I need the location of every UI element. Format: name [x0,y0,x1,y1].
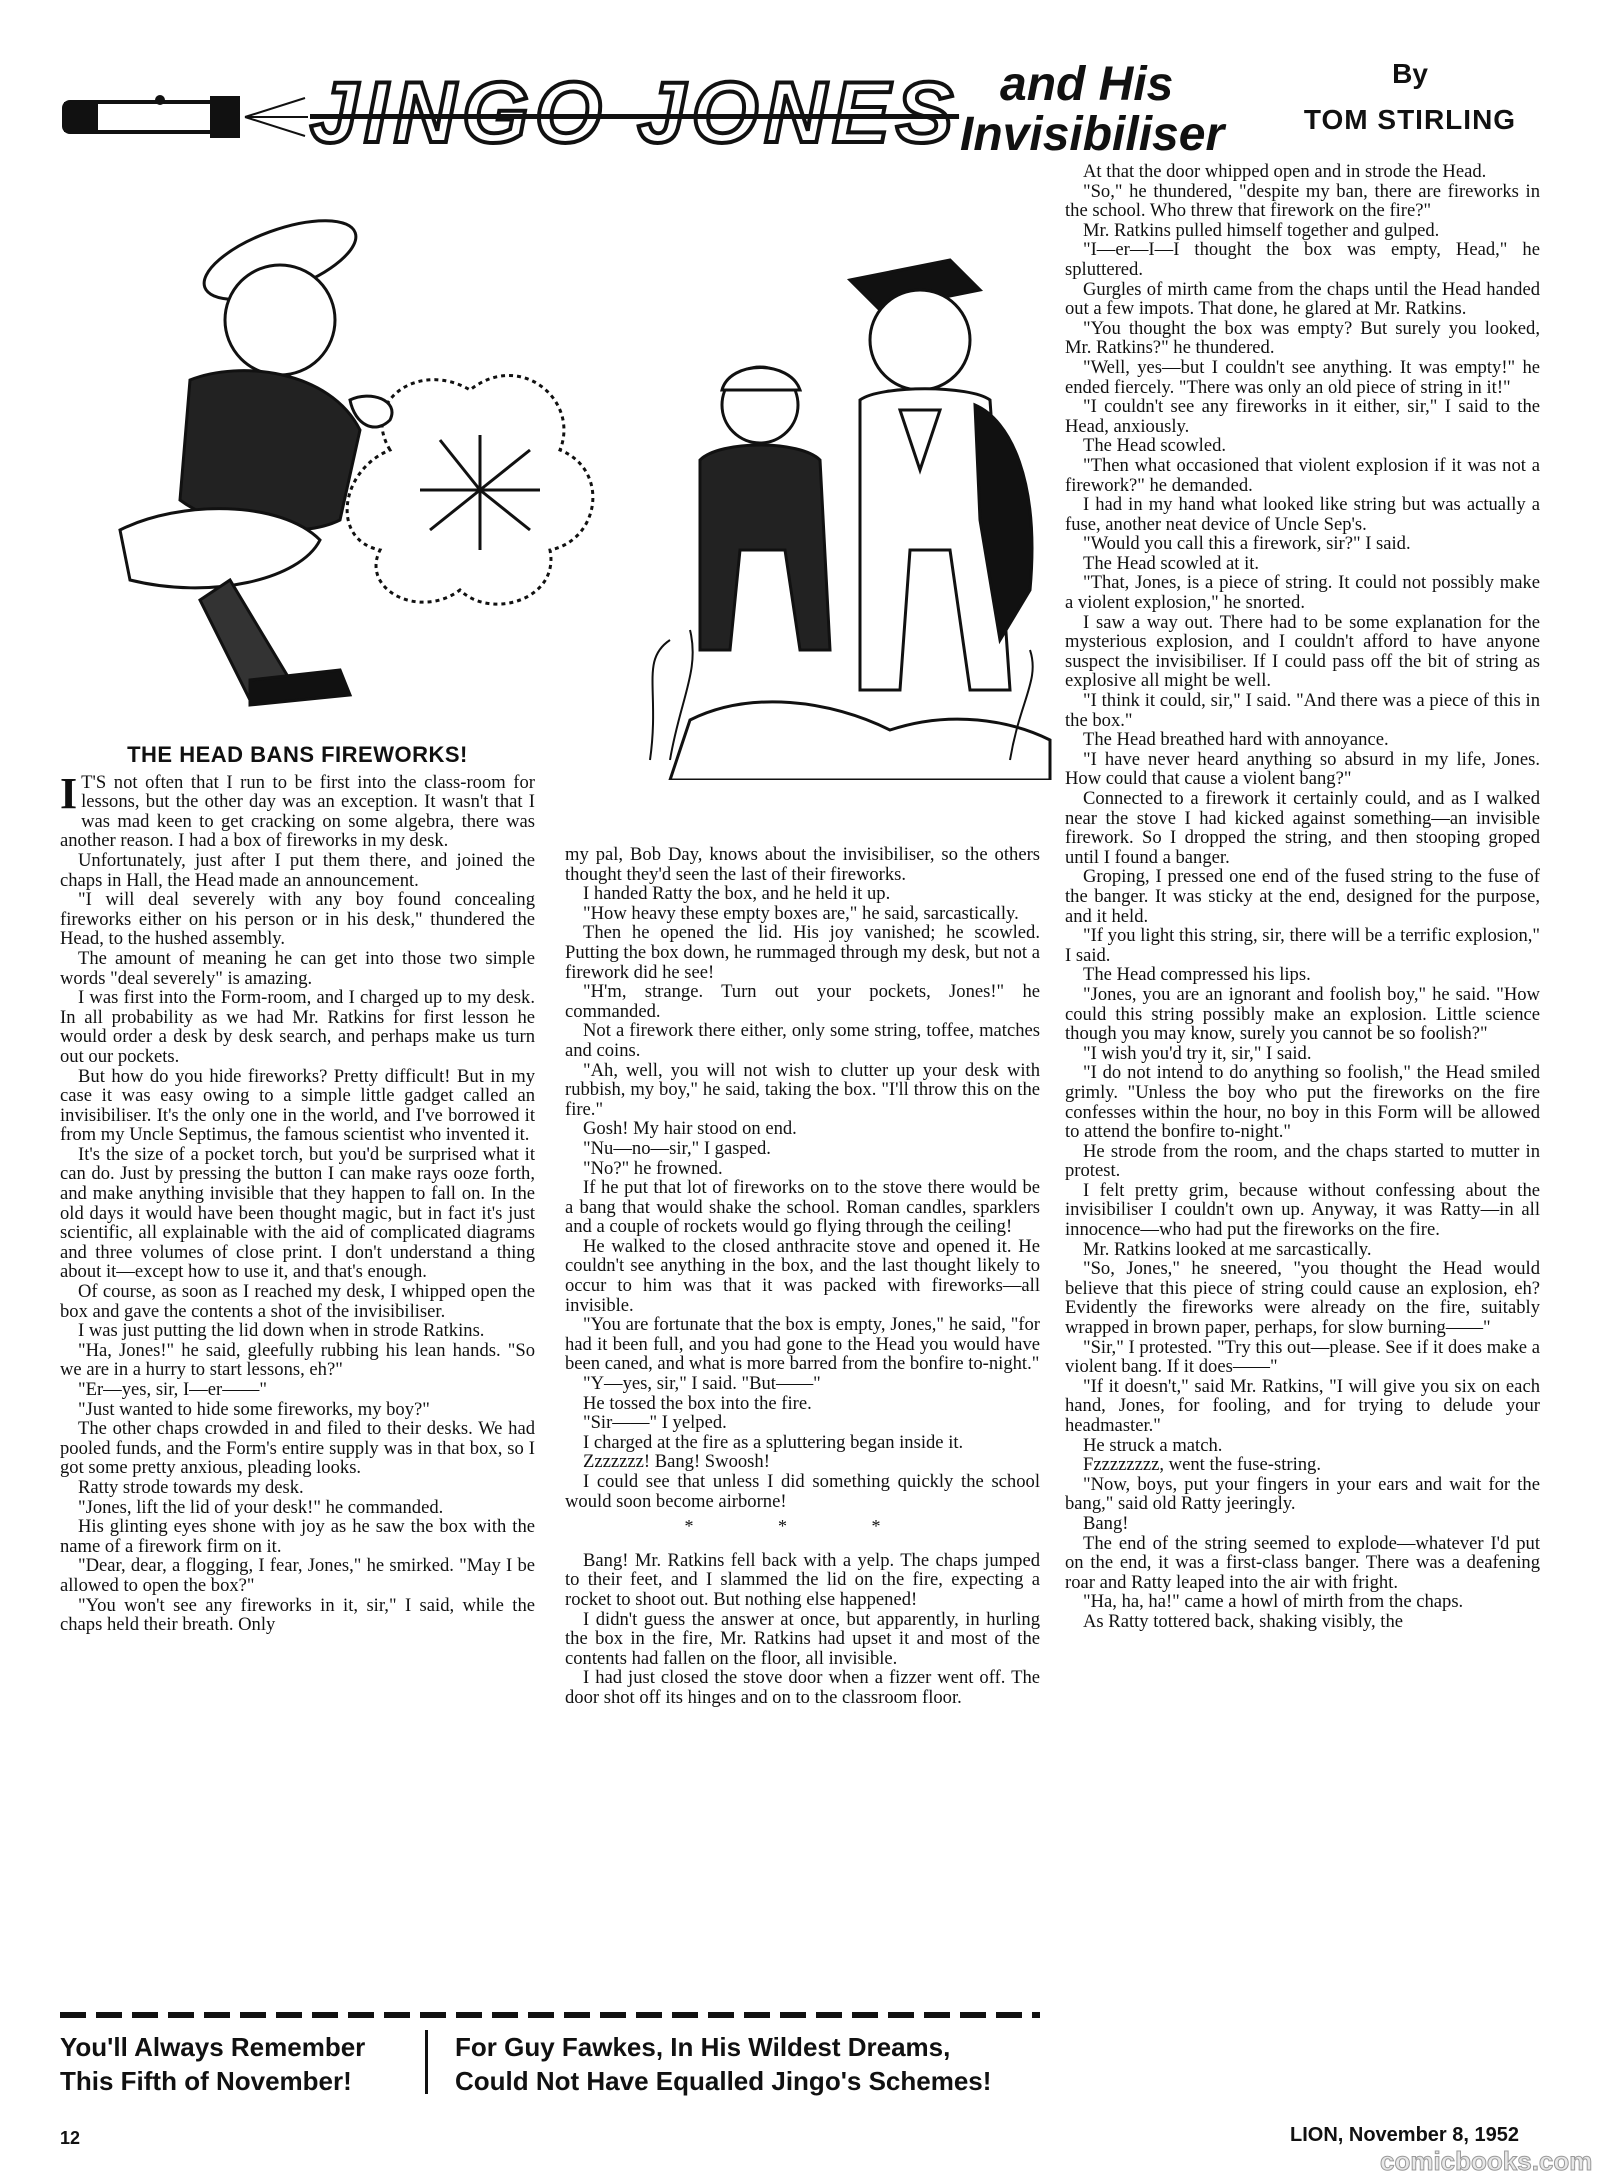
paragraph: He walked to the closed anthracite stove and opened it. He couldn't see anything in the box, and the last thought likely to occur to him was that it was packed with fireworks—all invisible. [565,1235,1040,1316]
dashed-divider [60,2012,1040,2018]
promo-left-line-1: You'll Always Remember [60,2032,366,2062]
promo-right-line-2: Could Not Have Equalled Jingo's Schemes! [455,2066,992,2096]
paragraph: "I—er—I—I thought the box was empty, Head," he spluttered. [1065,239,1540,280]
paragraph: The Head breathed hard with annoyance. [1083,729,1389,751]
paragraph: I had in my hand what looked like string but was actually a fuse, another neat device of Uncle Sep's. [1065,494,1540,535]
paragraph: "Just wanted to hide some fireworks, my boy?" [78,1398,430,1420]
paragraph: Then he opened the lid. His joy vanished; he scowled. Putting the box down, he rummaged through my desk, but not a firework did he see! [565,922,1040,983]
paragraph: Of course, as soon as I reached my desk, I whipped open the box and gave the contents a shot of the invisibiliser. [60,1281,535,1322]
paragraph: I didn't guess the answer at once, but apparently, in hurling the box in the fire, Mr. Ratkins had upset it and most of the contents had fallen on the floor, all invisible. [565,1608,1040,1669]
article-heading: THE HEAD BANS FIREWORKS! [127,742,468,767]
paragraph: "How heavy these empty boxes are," he said, sarcastically. [583,902,1019,924]
paragraph: Ratty strode towards my desk. [78,1476,304,1498]
paragraph: The other chaps crowded in and filed to their desks. We had pooled funds, and the Form's entire supply was in that box, so I got some pretty anxious, pleading looks. [60,1418,535,1479]
paragraph: His glinting eyes shone with joy as he saw the box with the name of a firework firm on it. [60,1516,535,1557]
paragraph: "Now, boys, put your fingers in your ears and wait for the bang," said old Ratty jeeringly. [1065,1473,1540,1515]
paragraph: The Head scowled. [1083,435,1227,457]
paragraph: I charged at the fire as a spluttering began inside it. [583,1431,964,1453]
paragraph: "Dear, dear, a flogging, I fear, Jones," he smirked. "May I be allowed to open the box?" [60,1555,535,1596]
page-number: 12 [60,2128,81,2148]
paragraph: As Ratty tottered back, shaking visibly, the [1083,1610,1403,1632]
paragraph: The Head compressed his lips. [1083,964,1311,986]
paragraph: "Jones, lift the lid of your desk!" he commanded. [78,1496,444,1518]
promo-right-line-1: For Guy Fawkes, In His Wildest Dreams, [455,2032,951,2062]
paragraph: "Nu—no—sir," I gasped. [583,1137,771,1159]
paragraph: At that the door whipped open and in strode the Head. [1083,161,1487,182]
paragraph: T'S not often that I run to be first into the class-room for lessons, but the other day was an exception. It wasn't that I was mad keen to get cracking on some algebra, there was another reason. I had a box of fireworks in my desk. [60,771,535,852]
paragraph: "So," he thundered, "despite my ban, there are fireworks in the school. Who threw that firework on the fire?" [1065,180,1540,222]
paragraph: "Er—yes, sir, I—er——" [78,1379,267,1400]
paragraph: I could see that unless I did something quickly the school would soon become airborne! [565,1471,1040,1512]
paragraph: "Y—yes, sir," I said. "But——" [583,1373,821,1395]
issue-line: LION, November 8, 1952 [1290,2124,1519,2146]
paragraph: "That, Jones, is a piece of string. It could not possibly make a violent explosion," he snorted. [1065,572,1540,614]
paragraph: Mr. Ratkins looked at me sarcastically. [1083,1238,1372,1260]
article-column-3 [1065,162,1540,1632]
paragraph: He tossed the box into the fire. [583,1392,812,1414]
illustration-head-and-boy [630,220,1060,780]
paragraph: Fzzzzzzzz, went the fuse-string. [1083,1454,1321,1476]
article-column-2 [565,845,1040,1708]
paragraph: "I do not intend to do anything so foolish," the Head smiled grimly. "Unless the boy who put the fireworks on the fire confesses within the hour, no boy in this Form will be allowed to attend the bonfire to-night." [1065,1062,1540,1143]
paragraph: my pal, Bob Day, knows about the invisibiliser, so the others thought they'd seen the last of their fireworks. [565,844,1040,885]
paragraph: I had just closed the stove door when a fizzer went off. The door shot off its hinges and on to the classroom floor. [565,1667,1040,1708]
paragraph: It's the size of a pocket torch, but you'd be surprised what it can do. Just by pressing the button I can make rays ooze forth, and make anything invisible that they happen to fall on. In the old days it would have been thought magic, but in fact it's just scientific, all explainable with the aid of complicated diagrams and three volumes of close print. I don't understand a thing about it—except how to use it, and that's enough. [60,1143,535,1283]
paragraph: I saw a way out. There had to be some explanation for the mysterious explosion, and I couldn't afford to have anyone suspect the invisibiliser. If I could pass off the bit of string as explosive all might be well. [1065,611,1540,692]
paragraph: I was first into the Form-room, and I charged up to my desk. In all probability as we had Mr. Ratkins for first lesson he would order a desk by desk search, and perhaps make us turn out our pockets. [60,987,535,1067]
paragraph: "If you light this string, sir, there will be a terrific explosion," I said. [1065,925,1540,966]
paragraph: "No?" he frowned. [583,1157,723,1179]
paragraph: "H'm, strange. Turn out your pockets, Jones!" he commanded. [565,981,1040,1022]
watermark: comicbooks.com [1380,2146,1593,2176]
paragraph: Gosh! My hair stood on end. [583,1118,797,1140]
story-subtitle [960,60,1224,160]
paragraph: The Head scowled at it. [1083,552,1260,574]
byline [1290,58,1530,136]
paragraph: "Well, yes—but I couldn't see anything. It was empty!" he ended fiercely. "There was only an old piece of string in it!" [1065,356,1540,398]
paragraph: Groping, I pressed one end of the fused string to the fuse of the banger. It was sticky at the end, designed for the purpose, and it held. [1065,866,1540,927]
promo-left-line-2: This Fifth of November! [60,2066,352,2096]
subtitle-line-2: Invisibiliser [960,108,1225,161]
drop-cap: I [60,768,78,818]
paragraph: He strode from the room, and the chaps started to mutter in protest. [1065,1140,1540,1182]
paragraph: Unfortunately, just after I put them there, and joined the chaps in Hall, the Head made an announcement. [60,849,535,891]
paragraph: Zzzzzzz! Bang! Swoosh! [583,1451,770,1473]
paragraph: "You thought the box was empty? But surely you looked, Mr. Ratkins?" he thundered. [1065,317,1540,359]
promo-divider [425,2030,428,2094]
paragraph: The end of the string seemed to explode—whatever I'd put on the end, it was a first-class banger. There was a deafening roar and Ratty leaped into the air with fright. [1065,1532,1540,1593]
paragraph: Bang! Mr. Ratkins fell back with a yelp. The chaps jumped to their feet, and I slammed the lid on the fire, expecting a rocket to shoot out. But nothing else happened! [565,1549,1040,1610]
paragraph: "Ha, Jones!" he said, gleefully rubbing his lean hands. "So we are in a hurry to start lessons, eh?" [60,1339,535,1381]
invisibiliser-torch-icon [60,88,310,148]
paragraph: Mr. Ratkins pulled himself together and gulped. [1083,219,1440,241]
paragraph: "I think it could, sir," I said. "And there was a piece of this in the box." [1065,690,1540,731]
paragraph: Not a firework there either, only some string, toffee, matches and coins. [565,1020,1040,1061]
byline-author: TOM STIRLING [1303,104,1517,135]
paragraph: "Sir——" I yelped. [583,1412,727,1434]
paragraph: "I will deal severely with any boy found concealing fireworks either on his person or in his desk," thundered the Head, to the hushed assembly. [60,889,535,950]
paragraph: If he put that lot of fireworks on to the stove there would be a bang that would shake the school. Roman candles, sparklers and a couple of rockets would go flying through the ceiling! [565,1177,1040,1238]
paragraph: "I couldn't see any fireworks in it either, sir," I said to the Head, anxiously. [1065,396,1540,437]
paragraph: "I wish you'd try it, sir," I said. [1083,1042,1312,1064]
paragraph: "So, Jones," he sneered, "you thought the Head would believe that this piece of string could cause an explosion, eh? Evidently the fireworks were already on the fire, suitably wrapped in brown paper, perhaps, for slow burning——" [1065,1258,1540,1339]
byline-by: By [1392,58,1428,89]
illustration-exploding-master [60,200,660,720]
paragraph: Bang! [1083,1512,1129,1534]
paragraph: "Ah, well, you will not wish to clutter up your desk with rubbish, my boy," he said, taking the box. "I'll throw this on the fire." [565,1059,1040,1120]
story-title: JINGO JONES [310,65,960,161]
paragraph: But how do you hide fireworks? Pretty difficult! But in my case it was easy owing to a simple little gadget called an invisibiliser. It's the only one in the world, and I've borrowed it from my Uncle Septimus, the famous scientist who invented it. [60,1065,535,1146]
paragraph: "Would you call this a firework, sir?" I said. [1083,533,1411,555]
paragraph: I felt pretty grim, because without confessing about the invisibiliser I couldn't own up. Anyway, it was Ratty—in all innocence—who had put the fireworks on the fire. [1065,1179,1540,1241]
paragraph: "Then what occasioned that violent explosion if it was not a firework?" he demanded. [1065,454,1540,496]
paragraph: I handed Ratty the box, and he held it up. [583,883,891,905]
promo-right [455,2030,1040,2098]
article-column-1 [60,742,535,1636]
paragraph: "You won't see any fireworks in it, sir," I said, while the chaps held their breath. Only [60,1594,535,1636]
paragraph: Connected to a firework it certainly could, and as I walked near the stove I had kicked against something—an invisible firework. So I dropped the string, and then stooping groped until I found a banger. [1065,788,1540,868]
section-break-stars: * * * [684,1516,921,1537]
title-block [60,58,1225,168]
paragraph: "You are fortunate that the box is empty, Jones," he said, "for had it been full, and you had gone to the Head you would have been caned, and what is more barred from the bonfire to-night." [565,1314,1040,1375]
subtitle-line-1: and His [1000,58,1174,111]
paragraph: The amount of meaning he can get into those two simple words "deal severely" is amazing. [60,947,535,989]
paragraph: "If it doesn't," said Mr. Ratkins, "I will give you six on each hand, Jones, for fooling, and for trying to delude your headmaster." [1065,1375,1540,1436]
promo-left [60,2030,420,2098]
paragraph: "I have never heard anything so absurd in my life, Jones. How could that cause a violent bang?" [1065,748,1540,790]
paragraph: He struck a match. [1083,1434,1223,1456]
paragraph: "Sir," I protested. "Try this out—please. See if it does make a violent bang. If it does——" [1065,1336,1540,1378]
paragraph: Gurgles of mirth came from the chaps until the Head handed out a few impots. That done, he glared at Mr. Ratkins. [1065,278,1540,320]
paragraph: "Ha, ha, ha!" came a howl of mirth from the chaps. [1083,1591,1464,1613]
paragraph: "Jones, you are an ignorant and foolish boy," he said. "How could this string possibly make an explosion. Little science though you may know, surely you cannot be so foolish?" [1065,983,1540,1045]
paragraph: I was just putting the lid down when in strode Ratkins. [78,1320,485,1342]
